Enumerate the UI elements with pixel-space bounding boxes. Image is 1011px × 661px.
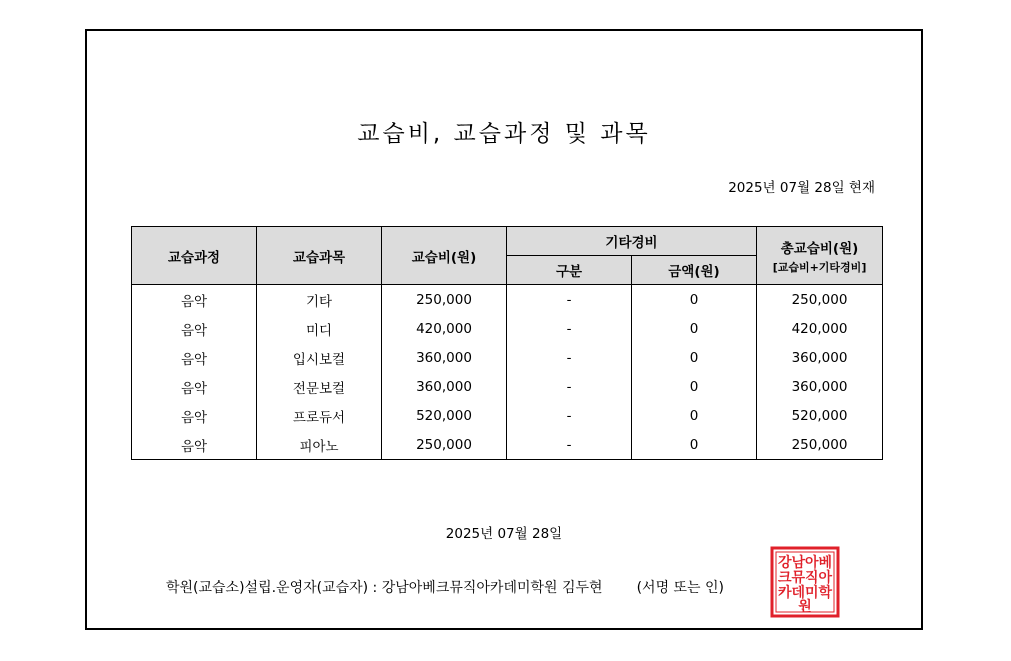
cell-amount: 0 <box>632 343 757 372</box>
cell-amount: 0 <box>632 401 757 430</box>
cell-course: 음악 <box>132 343 257 372</box>
seal-line: 카데미학 <box>777 585 833 601</box>
cell-amount: 0 <box>632 285 757 315</box>
seal-line: 크뮤직아 <box>777 570 833 586</box>
cell-category: - <box>507 401 632 430</box>
cell-category: - <box>507 430 632 460</box>
table-row <box>132 314 883 343</box>
document-title: 교습비, 교습과정 및 과목 <box>357 121 651 147</box>
header-fee: 교습비(원) <box>382 227 507 285</box>
table-row <box>132 285 883 315</box>
founder-label: 학원(교습소)설립.운영자(교습자) : <box>166 580 382 596</box>
table-row <box>132 401 883 430</box>
cell-total: 250,000 <box>757 430 883 460</box>
signature-note: (서명 또는 인) <box>636 580 725 596</box>
cell-total: 250,000 <box>757 285 883 315</box>
header-subject: 교습과목 <box>257 227 382 285</box>
signature-date: 2025년 07월 28일 <box>445 526 563 542</box>
cell-total: 360,000 <box>757 343 883 372</box>
cell-subject: 미디 <box>257 314 382 343</box>
seal-line: 원 <box>798 599 812 615</box>
founder-line <box>166 577 724 597</box>
header-other-expenses: 기타경비 <box>507 227 757 256</box>
academy-name: 강남아베크뮤직아카데미학원 김두현 <box>381 580 603 596</box>
seal-icon <box>772 548 838 616</box>
cell-fee: 250,000 <box>382 285 507 315</box>
cell-course: 음악 <box>132 314 257 343</box>
cell-fee: 250,000 <box>382 430 507 460</box>
cell-category: - <box>507 285 632 315</box>
cell-subject: 피아노 <box>257 430 382 460</box>
header-total-label: 총교습비(원) <box>780 240 859 257</box>
cell-subject: 기타 <box>257 285 382 315</box>
cell-total: 360,000 <box>757 372 883 401</box>
cell-course: 음악 <box>132 285 257 315</box>
table-row <box>132 343 883 372</box>
header-course: 교습과정 <box>132 227 257 285</box>
cell-course: 음악 <box>132 430 257 460</box>
cell-category: - <box>507 314 632 343</box>
seal-line: 강남아베 <box>777 555 833 571</box>
header-amount: 금액(원) <box>632 256 757 285</box>
cell-subject: 전문보컬 <box>257 372 382 401</box>
cell-course: 음악 <box>132 372 257 401</box>
header-total-note: [교습비+기타경비] <box>772 260 867 274</box>
official-seal <box>770 546 840 618</box>
cell-course: 음악 <box>132 401 257 430</box>
cell-subject: 프로듀서 <box>257 401 382 430</box>
header-total <box>757 227 883 285</box>
cell-total: 420,000 <box>757 314 883 343</box>
fee-table <box>131 226 883 460</box>
document-page <box>85 29 923 630</box>
cell-total: 520,000 <box>757 401 883 430</box>
cell-fee: 360,000 <box>382 372 507 401</box>
cell-amount: 0 <box>632 314 757 343</box>
cell-subject: 입시보컬 <box>257 343 382 372</box>
cell-category: - <box>507 343 632 372</box>
header-category: 구분 <box>507 256 632 285</box>
cell-amount: 0 <box>632 430 757 460</box>
as-of-date: 2025년 07월 28일 현재 <box>728 180 875 196</box>
cell-category: - <box>507 372 632 401</box>
cell-amount: 0 <box>632 372 757 401</box>
table-row <box>132 372 883 401</box>
cell-fee: 420,000 <box>382 314 507 343</box>
cell-fee: 520,000 <box>382 401 507 430</box>
table-row <box>132 430 883 460</box>
cell-fee: 360,000 <box>382 343 507 372</box>
